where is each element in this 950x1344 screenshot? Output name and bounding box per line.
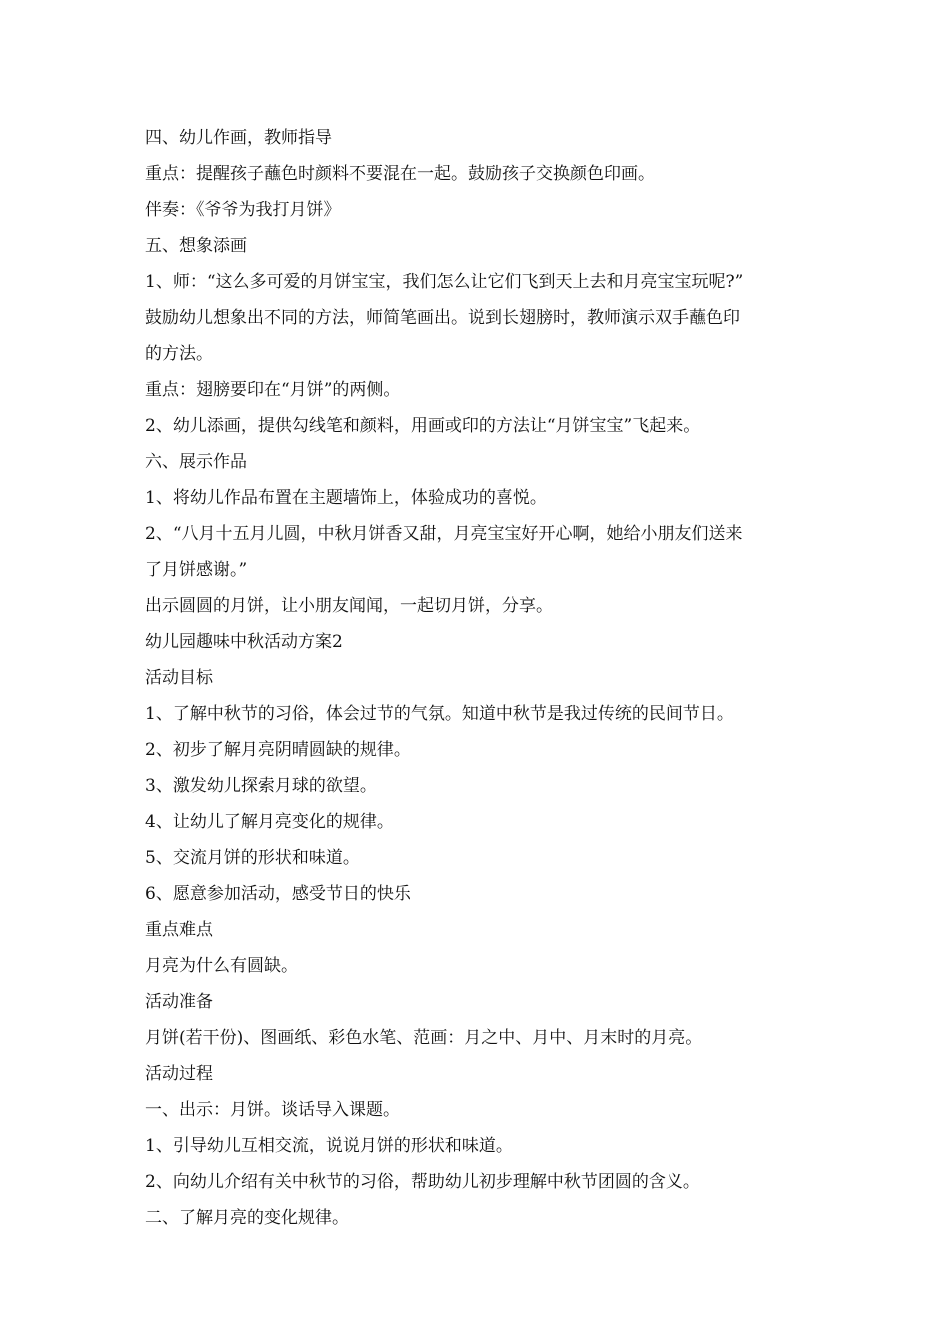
- paragraph-line: 月饼(若干份)、图画纸、彩色水笔、范画：月之中、月中、月末时的月亮。: [145, 1028, 703, 1048]
- list-item: 1、了解中秋节的习俗，体会过节的气氛。知道中秋节是我过传统的民间节日。: [145, 704, 734, 724]
- paragraph-line: 了月饼感谢。”: [145, 560, 248, 580]
- subheading-preparation: 活动准备: [145, 992, 213, 1012]
- plan-title: 幼儿园趣味中秋活动方案2: [145, 632, 343, 652]
- subheading-goals: 活动目标: [145, 668, 213, 688]
- section-heading-4: 四、幼儿作画，教师指导: [145, 128, 332, 148]
- paragraph-line: 出示圆圆的月饼，让小朋友闻闻，一起切月饼，分享。: [145, 596, 553, 616]
- paragraph-line: 1、师：“这么多可爱的月饼宝宝，我们怎么让它们飞到天上去和月亮宝宝玩呢?”: [145, 272, 744, 292]
- list-item: 5、交流月饼的形状和味道。: [145, 848, 360, 868]
- paragraph-line: 重点：翅膀要印在“月饼”的两侧。: [145, 380, 401, 400]
- section-heading-2: 二、了解月亮的变化规律。: [145, 1208, 349, 1228]
- paragraph-line: 2、“八月十五月儿圆，中秋月饼香又甜，月亮宝宝好开心啊，她给小朋友们送来: [145, 524, 743, 544]
- subheading-process: 活动过程: [145, 1064, 213, 1084]
- list-item: 4、让幼儿了解月亮变化的规律。: [145, 812, 394, 832]
- list-item: 2、向幼儿介绍有关中秋节的习俗，帮助幼儿初步理解中秋节团圆的含义。: [145, 1172, 700, 1192]
- list-item: 2、初步了解月亮阴晴圆缺的规律。: [145, 740, 411, 760]
- list-item: 3、激发幼儿探索月球的欲望。: [145, 776, 377, 796]
- section-heading-6: 六、展示作品: [145, 452, 247, 472]
- paragraph-line: 2、幼儿添画，提供勾线笔和颜料，用画或印的方法让“月饼宝宝”飞起来。: [145, 416, 701, 436]
- list-item: 6、愿意参加活动，感受节日的快乐: [145, 884, 411, 904]
- subheading-key-points: 重点难点: [145, 920, 213, 940]
- paragraph-line: 1、将幼儿作品布置在主题墙饰上，体验成功的喜悦。: [145, 488, 547, 508]
- paragraph-line: 月亮为什么有圆缺。: [145, 956, 298, 976]
- document-body: [145, 120, 825, 1236]
- paragraph-line: 伴奏：《爷爷为我打月饼》: [145, 200, 341, 220]
- list-item: 1、引导幼儿互相交流，说说月饼的形状和味道。: [145, 1136, 513, 1156]
- paragraph-line: 重点：提醒孩子蘸色时颜料不要混在一起。鼓励孩子交换颜色印画。: [145, 164, 655, 184]
- paragraph-line: 的方法。: [145, 344, 213, 364]
- section-heading-5: 五、想象添画: [145, 236, 247, 256]
- section-heading-1: 一、出示：月饼。谈话导入课题。: [145, 1100, 400, 1120]
- paragraph-line: 鼓励幼儿想象出不同的方法，师简笔画出。说到长翅膀时，教师演示双手蘸色印: [145, 308, 740, 328]
